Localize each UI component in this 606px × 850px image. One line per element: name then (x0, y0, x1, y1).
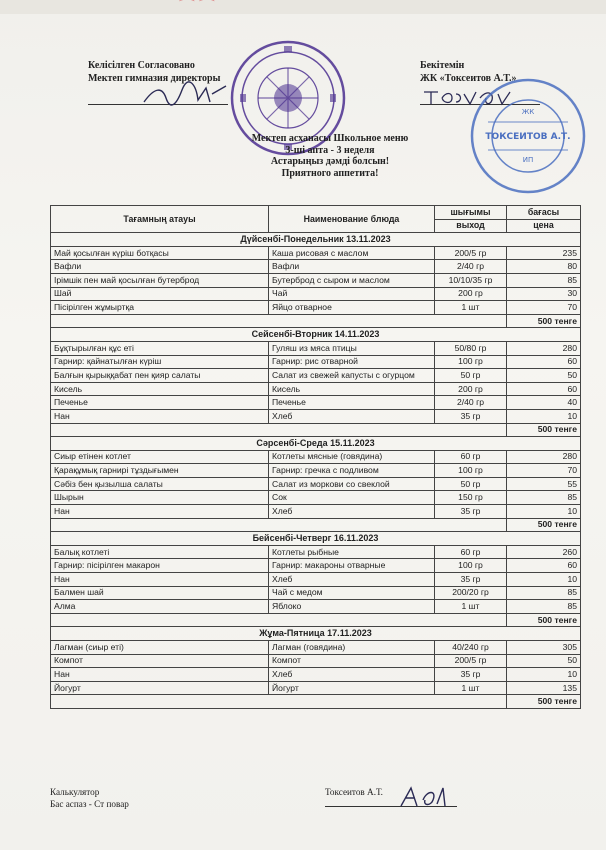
dish-name-kz: Май қосылған күріш ботқасы (51, 246, 269, 260)
footer-chef: Бас аспаз - Ст повар (50, 799, 129, 809)
total-spacer (51, 613, 507, 627)
day-title: Сәрсенбі-Среда 15.11.2023 (51, 437, 581, 451)
day-total-row (51, 695, 581, 709)
dish-name-ru: Йогурт (269, 681, 435, 695)
table-row (51, 573, 581, 587)
dish-yield: 35 гр (435, 505, 507, 519)
dish-yield: 200/5 гр (435, 654, 507, 668)
dish-yield: 35 гр (435, 668, 507, 682)
approval-right-line2: ЖК «Токсеитов А.Т.» (420, 73, 517, 84)
director-signature (140, 80, 230, 110)
dish-name-kz: Қарақұмық гарнирі тұздығымен (51, 464, 269, 478)
dish-name-kz: Кисель (51, 382, 269, 396)
dish-name-kz: Пісірілген жұмыртқа (51, 301, 269, 315)
dish-name-kz: Нан (51, 668, 269, 682)
dish-name-ru: Хлеб (269, 505, 435, 519)
table-row (51, 654, 581, 668)
dish-name-ru: Хлеб (269, 668, 435, 682)
dish-name-ru: Хлеб (269, 573, 435, 587)
dish-name-kz: Алма (51, 600, 269, 614)
dish-yield: 35 гр (435, 409, 507, 423)
dish-yield: 200 гр (435, 382, 507, 396)
dish-name-ru: Лагман (говядина) (269, 641, 435, 655)
dish-name-ru: Котлеты рыбные (269, 545, 435, 559)
stamp-small-bottom: ИП (522, 156, 534, 164)
dish-yield: 150 гр (435, 491, 507, 505)
dish-price: 10 (507, 573, 581, 587)
dish-price: 235 (507, 246, 581, 260)
day-header-row (51, 532, 581, 546)
dish-yield: 40/240 гр (435, 641, 507, 655)
dish-yield: 1 шт (435, 301, 507, 315)
dish-yield: 50 гр (435, 369, 507, 383)
dish-price: 85 (507, 273, 581, 287)
day-total: 500 тенге (507, 314, 581, 328)
approval-right-line1: Бекітемін (420, 60, 465, 71)
day-header-row (51, 627, 581, 641)
header-ru-name: Наименование блюда (269, 206, 435, 233)
dish-yield: 60 гр (435, 450, 507, 464)
table-row (51, 246, 581, 260)
day-total-row (51, 518, 581, 532)
day-header-row (51, 233, 581, 247)
dish-name-ru: Чай (269, 287, 435, 301)
dish-price: 280 (507, 450, 581, 464)
dish-price: 85 (507, 491, 581, 505)
dish-yield: 100 гр (435, 355, 507, 369)
dish-price: 60 (507, 355, 581, 369)
approval-left-line2: Мектеп гимназия директоры (88, 73, 221, 84)
dish-name-kz: Бұқтырылған құс еті (51, 341, 269, 355)
table-row (51, 301, 581, 315)
dish-price: 70 (507, 301, 581, 315)
day-title: Дүйсенбі-Понедельник 13.11.2023 (51, 233, 581, 247)
dish-name-ru: Чай с медом (269, 586, 435, 600)
day-total-row (51, 314, 581, 328)
red-scribble: ⌒ ⌒ (176, 0, 213, 16)
table-row (51, 491, 581, 505)
dish-name-ru: Гуляш из мяса птицы (269, 341, 435, 355)
stamp-small-top: ЖК (521, 108, 535, 116)
day-header-row (51, 328, 581, 342)
dish-name-ru: Гарнир: макароны отварные (269, 559, 435, 573)
dish-name-kz: Шырын (51, 491, 269, 505)
dish-yield: 100 гр (435, 464, 507, 478)
day-total: 500 тенге (507, 423, 581, 437)
dish-price: 40 (507, 396, 581, 410)
day-title: Жұма-Пятница 17.11.2023 (51, 627, 581, 641)
total-spacer (51, 314, 507, 328)
dish-name-kz: Шай (51, 287, 269, 301)
dish-name-ru: Яйцо отварное (269, 301, 435, 315)
day-total-row (51, 613, 581, 627)
dish-yield: 50 гр (435, 477, 507, 491)
dish-name-kz: Нан (51, 573, 269, 587)
dish-yield: 100 гр (435, 559, 507, 573)
dish-price: 85 (507, 600, 581, 614)
day-total-row (51, 423, 581, 437)
total-spacer (51, 423, 507, 437)
menu-title-line2: 3-ші апта - 3 неделя (285, 144, 375, 156)
dish-name-ru: Хлеб (269, 409, 435, 423)
table-row (51, 382, 581, 396)
footer-right-name: Токсеитов А.Т. (325, 787, 383, 797)
dish-price: 305 (507, 641, 581, 655)
dish-price: 10 (507, 409, 581, 423)
dish-name-kz: Балғын қырыққабат пен қияр салаты (51, 369, 269, 383)
total-spacer (51, 695, 507, 709)
stamp-owner-name: ТОКСЕИТОВ А.Т. (485, 132, 571, 142)
menu-title-line1: Мектеп асханасы Школьное меню (251, 133, 409, 144)
dish-yield: 200 гр (435, 287, 507, 301)
dish-price: 260 (507, 545, 581, 559)
entrepreneur-round-stamp (468, 76, 588, 196)
dish-price: 55 (507, 477, 581, 491)
day-total: 500 тенге (507, 518, 581, 532)
dish-price: 50 (507, 654, 581, 668)
dish-name-kz: Сәбіз бен қызылша салаты (51, 477, 269, 491)
dish-name-ru: Гарнир: рис отварной (269, 355, 435, 369)
table-row (51, 396, 581, 410)
table-row (51, 668, 581, 682)
dish-name-kz: Сиыр етінен котлет (51, 450, 269, 464)
total-spacer (51, 518, 507, 532)
dish-name-kz: Лагман (сиыр еті) (51, 641, 269, 655)
dish-name-ru: Бутерброд с сыром и маслом (269, 273, 435, 287)
table-row (51, 464, 581, 478)
table-row (51, 477, 581, 491)
day-title: Бейсенбі-Четверг 16.11.2023 (51, 532, 581, 546)
table-row (51, 641, 581, 655)
table-row (51, 369, 581, 383)
day-title: Сейсенбі-Вторник 14.11.2023 (51, 328, 581, 342)
table-row (51, 559, 581, 573)
table-row (51, 260, 581, 274)
dish-name-ru: Кисель (269, 382, 435, 396)
dish-name-ru: Котлеты мясные (говядина) (269, 450, 435, 464)
table-row (51, 450, 581, 464)
dish-name-kz: Йогурт (51, 681, 269, 695)
header-yield-kz: шығымы (435, 206, 507, 220)
dish-price: 30 (507, 287, 581, 301)
table-row (51, 273, 581, 287)
dish-price: 70 (507, 464, 581, 478)
chef-signature (395, 782, 455, 812)
dish-name-ru: Вафли (269, 260, 435, 274)
header-price-kz: бағасы (507, 206, 581, 220)
menu-title-line3: Астарыңыз дәмді болсын! (270, 156, 390, 167)
dish-name-ru: Салат из свежей капусты с огурцом (269, 369, 435, 383)
table-row (51, 545, 581, 559)
dish-name-kz: Компот (51, 654, 269, 668)
header-kz-name: Тағамның атауы (51, 206, 269, 233)
day-total: 500 тенге (507, 613, 581, 627)
table-row (51, 600, 581, 614)
menu-title-line4: Приятного аппетита! (281, 167, 379, 179)
dish-yield: 35 гр (435, 573, 507, 587)
dish-name-kz: Гарнир: пісірілген макарон (51, 559, 269, 573)
dish-yield: 50/80 гр (435, 341, 507, 355)
dish-price: 10 (507, 668, 581, 682)
dish-name-kz: Нан (51, 409, 269, 423)
table-header-row (51, 206, 581, 220)
menu-title-block (200, 133, 460, 179)
dish-name-ru: Печенье (269, 396, 435, 410)
dish-name-kz: Балық котлеті (51, 545, 269, 559)
dish-name-ru: Компот (269, 654, 435, 668)
header-yield-ru: выход (435, 219, 507, 233)
dish-price: 85 (507, 586, 581, 600)
table-row (51, 341, 581, 355)
dish-yield: 1 шт (435, 600, 507, 614)
dish-yield: 2/40 гр (435, 260, 507, 274)
dish-price: 135 (507, 681, 581, 695)
dish-name-kz: Нан (51, 505, 269, 519)
dish-price: 50 (507, 369, 581, 383)
dish-name-ru: Яблоко (269, 600, 435, 614)
table-row (51, 287, 581, 301)
table-row (51, 681, 581, 695)
dish-price: 280 (507, 341, 581, 355)
table-row (51, 505, 581, 519)
footer-left (50, 786, 129, 810)
menu-table (50, 205, 581, 709)
dish-yield: 60 гр (435, 545, 507, 559)
dish-price: 80 (507, 260, 581, 274)
dish-price: 60 (507, 382, 581, 396)
header-price-ru: цена (507, 219, 581, 233)
dish-price: 60 (507, 559, 581, 573)
photo-top-strip (0, 0, 606, 14)
dish-name-ru: Каша рисовая с маслом (269, 246, 435, 260)
dish-yield: 1 шт (435, 681, 507, 695)
table-row (51, 355, 581, 369)
table-row (51, 409, 581, 423)
menu-table-body (51, 233, 581, 709)
dish-name-kz: Ірімшік пен май қосылған бутерброд (51, 273, 269, 287)
approval-left-line1: Келісілген Согласовано (88, 60, 195, 71)
table-row (51, 586, 581, 600)
day-total: 500 тенге (507, 695, 581, 709)
dish-name-kz: Балмен шай (51, 586, 269, 600)
dish-yield: 200/5 гр (435, 246, 507, 260)
footer-calculator: Калькулятор (50, 787, 100, 797)
dish-yield: 200/20 гр (435, 586, 507, 600)
dish-price: 10 (507, 505, 581, 519)
dish-name-kz: Гарнир: қайнатылған күріш (51, 355, 269, 369)
dish-name-kz: Печенье (51, 396, 269, 410)
dish-yield: 2/40 гр (435, 396, 507, 410)
dish-name-ru: Гарнир: гречка с подливом (269, 464, 435, 478)
day-header-row (51, 437, 581, 451)
dish-name-ru: Сок (269, 491, 435, 505)
dish-name-kz: Вафли (51, 260, 269, 274)
dish-name-ru: Салат из моркови со свеклой (269, 477, 435, 491)
dish-yield: 10/10/35 гр (435, 273, 507, 287)
